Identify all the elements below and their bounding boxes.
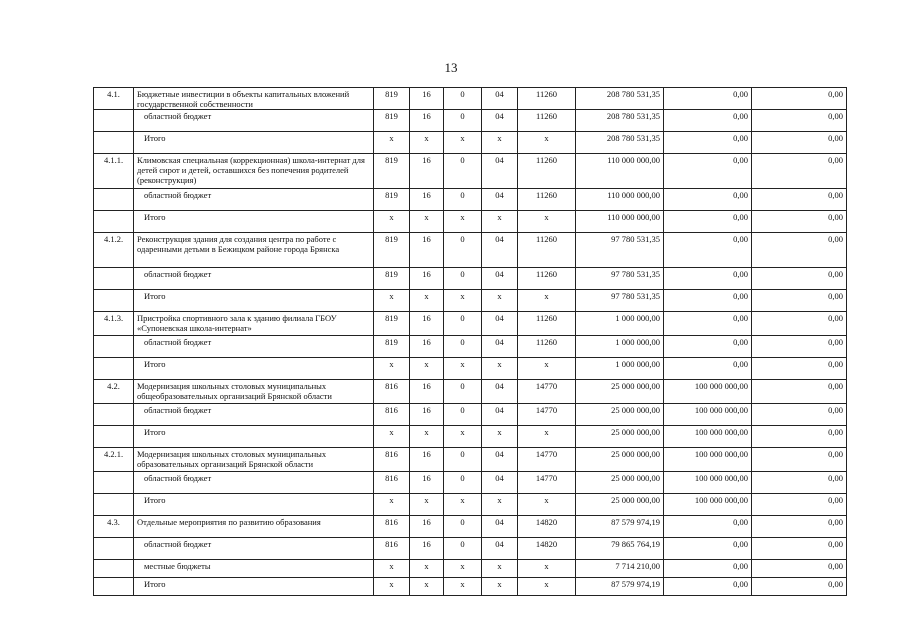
item-name-cell: Пристройка спортивного зала к зданию филиала ГБОУ «Супоневская школа-интернат»: [134, 312, 374, 336]
section-cell: 16: [410, 472, 444, 494]
amount-year-3-cell: 0,00: [752, 336, 847, 358]
table-row: [94, 233, 847, 268]
item-name-cell: Итого: [134, 578, 374, 596]
table-row: [94, 290, 847, 312]
amount-year-2-cell: 100 000 000,00: [664, 494, 752, 516]
subsection-cell: 0: [444, 154, 482, 189]
direction-code-cell: 14820: [518, 538, 576, 560]
section-cell: 16: [410, 312, 444, 336]
section-code-cell: [94, 404, 134, 426]
item-name-cell: областной бюджет: [134, 538, 374, 560]
direction-code-cell: 14770: [518, 448, 576, 472]
section-cell: x: [410, 132, 444, 154]
subsection-cell: 0: [444, 88, 482, 110]
target-code-cell: 04: [482, 448, 518, 472]
amount-year-2-cell: 0,00: [664, 110, 752, 132]
amount-year-1-cell: 1 000 000,00: [576, 312, 664, 336]
section-cell: x: [410, 358, 444, 380]
target-code-cell: x: [482, 290, 518, 312]
amount-year-1-cell: 25 000 000,00: [576, 380, 664, 404]
amount-year-3-cell: 0,00: [752, 312, 847, 336]
table-row: [94, 380, 847, 404]
section-code-cell: [94, 538, 134, 560]
section-cell: 16: [410, 448, 444, 472]
item-name-cell: Климовская специальная (коррекционная) школа-интернат для детей сирот и детей, оставшихся без попечения родителей (реконструкция): [134, 154, 374, 189]
direction-code-cell: x: [518, 494, 576, 516]
section-cell: x: [410, 211, 444, 233]
target-code-cell: 04: [482, 189, 518, 211]
target-code-cell: 04: [482, 538, 518, 560]
amount-year-3-cell: 0,00: [752, 290, 847, 312]
target-code-cell: 04: [482, 516, 518, 538]
admin-code-cell: 819: [374, 154, 410, 189]
direction-code-cell: 11260: [518, 154, 576, 189]
amount-year-2-cell: 0,00: [664, 154, 752, 189]
amount-year-1-cell: 25 000 000,00: [576, 448, 664, 472]
target-code-cell: 04: [482, 472, 518, 494]
section-cell: 16: [410, 110, 444, 132]
section-code-cell: [94, 132, 134, 154]
admin-code-cell: 816: [374, 380, 410, 404]
amount-year-1-cell: 97 780 531,35: [576, 290, 664, 312]
amount-year-2-cell: 0,00: [664, 312, 752, 336]
item-name-cell: областной бюджет: [134, 189, 374, 211]
amount-year-3-cell: 0,00: [752, 494, 847, 516]
target-code-cell: 04: [482, 88, 518, 110]
admin-code-cell: 819: [374, 88, 410, 110]
section-code-cell: [94, 268, 134, 290]
item-name-cell: местные бюджеты: [134, 560, 374, 578]
amount-year-2-cell: 0,00: [664, 538, 752, 560]
item-name-cell: Бюджетные инвестиции в объекты капитальных вложений государственной собственности: [134, 88, 374, 110]
direction-code-cell: x: [518, 132, 576, 154]
admin-code-cell: 816: [374, 404, 410, 426]
amount-year-3-cell: 0,00: [752, 211, 847, 233]
section-cell: x: [410, 290, 444, 312]
amount-year-2-cell: 0,00: [664, 233, 752, 268]
item-name-cell: Модернизация школьных столовых муниципальных общеобразовательных организаций Брянской области: [134, 380, 374, 404]
table-row: [94, 448, 847, 472]
subsection-cell: 0: [444, 233, 482, 268]
target-code-cell: 04: [482, 233, 518, 268]
table-row: [94, 189, 847, 211]
subsection-cell: x: [444, 290, 482, 312]
section-cell: 16: [410, 88, 444, 110]
section-code-cell: [94, 336, 134, 358]
direction-code-cell: x: [518, 290, 576, 312]
admin-code-cell: 819: [374, 268, 410, 290]
admin-code-cell: x: [374, 358, 410, 380]
amount-year-3-cell: 0,00: [752, 358, 847, 380]
subsection-cell: 0: [444, 336, 482, 358]
section-code-cell: [94, 110, 134, 132]
amount-year-1-cell: 110 000 000,00: [576, 189, 664, 211]
target-code-cell: x: [482, 211, 518, 233]
item-name-cell: Итого: [134, 494, 374, 516]
amount-year-2-cell: 100 000 000,00: [664, 472, 752, 494]
direction-code-cell: 11260: [518, 233, 576, 268]
admin-code-cell: 819: [374, 312, 410, 336]
section-cell: 16: [410, 336, 444, 358]
direction-code-cell: x: [518, 211, 576, 233]
amount-year-1-cell: 97 780 531,35: [576, 268, 664, 290]
direction-code-cell: 14770: [518, 380, 576, 404]
section-code-cell: [94, 290, 134, 312]
direction-code-cell: 11260: [518, 312, 576, 336]
direction-code-cell: 11260: [518, 189, 576, 211]
budget-table: [93, 87, 847, 596]
item-name-cell: Итого: [134, 211, 374, 233]
amount-year-3-cell: 0,00: [752, 472, 847, 494]
section-code-cell: 4.1.2.: [94, 233, 134, 268]
amount-year-1-cell: 208 780 531,35: [576, 88, 664, 110]
subsection-cell: x: [444, 494, 482, 516]
section-code-cell: 4.2.1.: [94, 448, 134, 472]
amount-year-2-cell: 0,00: [664, 290, 752, 312]
table-row: [94, 538, 847, 560]
subsection-cell: 0: [444, 110, 482, 132]
amount-year-2-cell: 100 000 000,00: [664, 448, 752, 472]
section-cell: 16: [410, 233, 444, 268]
subsection-cell: x: [444, 211, 482, 233]
section-code-cell: 4.2.: [94, 380, 134, 404]
amount-year-1-cell: 87 579 974,19: [576, 516, 664, 538]
admin-code-cell: 819: [374, 110, 410, 132]
table-row: [94, 312, 847, 336]
subsection-cell: 0: [444, 312, 482, 336]
target-code-cell: x: [482, 358, 518, 380]
amount-year-2-cell: 100 000 000,00: [664, 426, 752, 448]
direction-code-cell: 14770: [518, 472, 576, 494]
amount-year-3-cell: 0,00: [752, 88, 847, 110]
amount-year-2-cell: 0,00: [664, 189, 752, 211]
amount-year-1-cell: 87 579 974,19: [576, 578, 664, 596]
target-code-cell: x: [482, 494, 518, 516]
section-cell: 16: [410, 538, 444, 560]
direction-code-cell: 11260: [518, 268, 576, 290]
target-code-cell: 04: [482, 336, 518, 358]
section-code-cell: 4.1.1.: [94, 154, 134, 189]
admin-code-cell: x: [374, 426, 410, 448]
amount-year-2-cell: 0,00: [664, 578, 752, 596]
amount-year-1-cell: 1 000 000,00: [576, 336, 664, 358]
table-row: [94, 88, 847, 110]
amount-year-1-cell: 25 000 000,00: [576, 404, 664, 426]
subsection-cell: 0: [444, 189, 482, 211]
subsection-cell: x: [444, 358, 482, 380]
amount-year-3-cell: 0,00: [752, 448, 847, 472]
table-row: [94, 268, 847, 290]
section-code-cell: [94, 578, 134, 596]
admin-code-cell: 819: [374, 189, 410, 211]
amount-year-3-cell: 0,00: [752, 578, 847, 596]
subsection-cell: x: [444, 560, 482, 578]
section-cell: x: [410, 494, 444, 516]
amount-year-1-cell: 110 000 000,00: [576, 211, 664, 233]
item-name-cell: Итого: [134, 290, 374, 312]
item-name-cell: областной бюджет: [134, 472, 374, 494]
table-body: [94, 88, 847, 596]
section-cell: 16: [410, 189, 444, 211]
section-code-cell: [94, 494, 134, 516]
table-row: [94, 358, 847, 380]
amount-year-2-cell: 0,00: [664, 560, 752, 578]
admin-code-cell: 816: [374, 472, 410, 494]
section-cell: 16: [410, 380, 444, 404]
section-code-cell: 4.3.: [94, 516, 134, 538]
amount-year-3-cell: 0,00: [752, 189, 847, 211]
section-code-cell: [94, 472, 134, 494]
item-name-cell: Модернизация школьных столовых муниципальных образовательных организаций Брянской области: [134, 448, 374, 472]
admin-code-cell: 819: [374, 336, 410, 358]
item-name-cell: областной бюджет: [134, 268, 374, 290]
subsection-cell: 0: [444, 448, 482, 472]
item-name-cell: Итого: [134, 426, 374, 448]
item-name-cell: областной бюджет: [134, 404, 374, 426]
section-code-cell: [94, 189, 134, 211]
amount-year-2-cell: 0,00: [664, 88, 752, 110]
admin-code-cell: x: [374, 211, 410, 233]
section-cell: x: [410, 560, 444, 578]
amount-year-1-cell: 7 714 210,00: [576, 560, 664, 578]
amount-year-1-cell: 25 000 000,00: [576, 426, 664, 448]
amount-year-1-cell: 1 000 000,00: [576, 358, 664, 380]
item-name-cell: областной бюджет: [134, 110, 374, 132]
target-code-cell: x: [482, 578, 518, 596]
table-row: [94, 211, 847, 233]
section-cell: 16: [410, 268, 444, 290]
subsection-cell: 0: [444, 516, 482, 538]
target-code-cell: x: [482, 132, 518, 154]
subsection-cell: 0: [444, 268, 482, 290]
table-row: [94, 472, 847, 494]
direction-code-cell: x: [518, 358, 576, 380]
amount-year-1-cell: 97 780 531,35: [576, 233, 664, 268]
admin-code-cell: x: [374, 578, 410, 596]
direction-code-cell: 14820: [518, 516, 576, 538]
amount-year-3-cell: 0,00: [752, 380, 847, 404]
table-row: [94, 516, 847, 538]
table-row: [94, 578, 847, 596]
section-code-cell: [94, 211, 134, 233]
admin-code-cell: 819: [374, 233, 410, 268]
amount-year-1-cell: 79 865 764,19: [576, 538, 664, 560]
page-number: 13: [444, 60, 458, 75]
section-cell: x: [410, 426, 444, 448]
target-code-cell: 04: [482, 404, 518, 426]
amount-year-1-cell: 25 000 000,00: [576, 494, 664, 516]
amount-year-2-cell: 0,00: [664, 336, 752, 358]
target-code-cell: 04: [482, 154, 518, 189]
item-name-cell: Итого: [134, 358, 374, 380]
target-code-cell: 04: [482, 268, 518, 290]
amount-year-3-cell: 0,00: [752, 154, 847, 189]
amount-year-3-cell: 0,00: [752, 560, 847, 578]
section-cell: 16: [410, 154, 444, 189]
direction-code-cell: 11260: [518, 336, 576, 358]
subsection-cell: 0: [444, 404, 482, 426]
direction-code-cell: x: [518, 578, 576, 596]
direction-code-cell: 14770: [518, 404, 576, 426]
amount-year-2-cell: 0,00: [664, 132, 752, 154]
admin-code-cell: x: [374, 290, 410, 312]
amount-year-2-cell: 100 000 000,00: [664, 380, 752, 404]
target-code-cell: 04: [482, 380, 518, 404]
amount-year-1-cell: 25 000 000,00: [576, 472, 664, 494]
section-code-cell: [94, 426, 134, 448]
table-row: [94, 494, 847, 516]
amount-year-2-cell: 0,00: [664, 516, 752, 538]
table-row: [94, 154, 847, 189]
amount-year-3-cell: 0,00: [752, 233, 847, 268]
subsection-cell: 0: [444, 380, 482, 404]
amount-year-3-cell: 0,00: [752, 426, 847, 448]
admin-code-cell: x: [374, 494, 410, 516]
target-code-cell: 04: [482, 110, 518, 132]
amount-year-1-cell: 110 000 000,00: [576, 154, 664, 189]
admin-code-cell: 816: [374, 448, 410, 472]
subsection-cell: x: [444, 426, 482, 448]
item-name-cell: Отдельные мероприятия по развитию образования: [134, 516, 374, 538]
amount-year-1-cell: 208 780 531,35: [576, 132, 664, 154]
direction-code-cell: 11260: [518, 110, 576, 132]
section-cell: 16: [410, 516, 444, 538]
amount-year-3-cell: 0,00: [752, 132, 847, 154]
item-name-cell: Реконструкция здания для создания центра по работе с одаренными детьми в Бежицком районе города Брянска: [134, 233, 374, 268]
table-row: [94, 336, 847, 358]
amount-year-3-cell: 0,00: [752, 404, 847, 426]
amount-year-3-cell: 0,00: [752, 516, 847, 538]
section-code-cell: [94, 358, 134, 380]
admin-code-cell: x: [374, 132, 410, 154]
item-name-cell: областной бюджет: [134, 336, 374, 358]
table-row: [94, 426, 847, 448]
section-code-cell: 4.1.3.: [94, 312, 134, 336]
table-row: [94, 404, 847, 426]
section-code-cell: [94, 560, 134, 578]
admin-code-cell: 816: [374, 516, 410, 538]
target-code-cell: x: [482, 560, 518, 578]
table-row: [94, 560, 847, 578]
subsection-cell: 0: [444, 472, 482, 494]
item-name-cell: Итого: [134, 132, 374, 154]
section-cell: 16: [410, 404, 444, 426]
direction-code-cell: 11260: [518, 88, 576, 110]
amount-year-3-cell: 0,00: [752, 110, 847, 132]
amount-year-2-cell: 0,00: [664, 358, 752, 380]
amount-year-2-cell: 0,00: [664, 211, 752, 233]
amount-year-2-cell: 0,00: [664, 268, 752, 290]
amount-year-1-cell: 208 780 531,35: [576, 110, 664, 132]
section-cell: x: [410, 578, 444, 596]
direction-code-cell: x: [518, 560, 576, 578]
subsection-cell: 0: [444, 538, 482, 560]
table-row: [94, 132, 847, 154]
table-row: [94, 110, 847, 132]
amount-year-3-cell: 0,00: [752, 268, 847, 290]
amount-year-2-cell: 100 000 000,00: [664, 404, 752, 426]
target-code-cell: 04: [482, 312, 518, 336]
subsection-cell: x: [444, 578, 482, 596]
admin-code-cell: 816: [374, 538, 410, 560]
direction-code-cell: x: [518, 426, 576, 448]
admin-code-cell: x: [374, 560, 410, 578]
subsection-cell: x: [444, 132, 482, 154]
section-code-cell: 4.1.: [94, 88, 134, 110]
amount-year-3-cell: 0,00: [752, 538, 847, 560]
target-code-cell: x: [482, 426, 518, 448]
